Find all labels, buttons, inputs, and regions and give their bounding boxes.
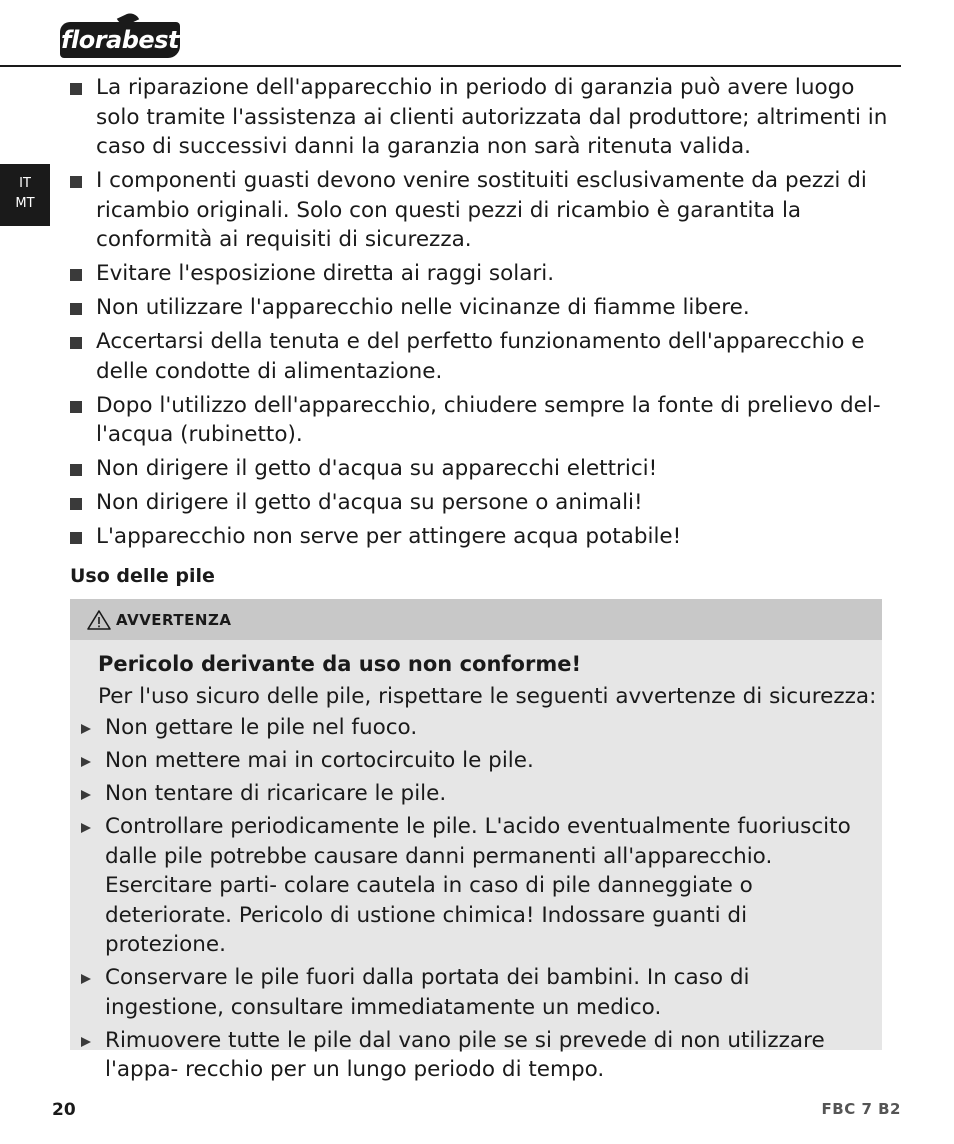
language-code-mt: MT (15, 196, 35, 211)
list-item (70, 963, 882, 1022)
list-item (70, 327, 888, 386)
bullet-text: Dopo l'utilizzo dell'apparecchio, chiudere sempre la fonte di prelievo del- l'acqua (rubinetto). (96, 392, 881, 447)
square-bullet-icon (70, 303, 82, 315)
bullet-text: Non dirigere il getto d'acqua su apparecchi elettrici! (96, 456, 658, 481)
warning-item-text: Non tentare di ricaricare le pile. (105, 781, 447, 806)
bullet-text: La riparazione dell'apparecchio in periodo di garanzia può avere luogo solo tramite l'assistenza ai clienti autorizzata dal produttore; altrimenti in caso di successivi danni la garanzia non sarà ritenuta valida. (96, 75, 888, 159)
section-heading: Uso delle pile (70, 564, 215, 587)
bullet-text: Accertarsi della tenuta e del perfetto funzionamento dell'apparecchio e delle condotte di alimentazione. (96, 329, 865, 384)
warning-box (70, 599, 882, 1082)
safety-bullet-list (70, 73, 888, 552)
brand-logo: florabest (60, 22, 180, 58)
square-bullet-icon (70, 498, 82, 510)
bullet-text: Evitare l'esposizione diretta ai raggi solari. (96, 261, 555, 286)
warning-label: AVVERTENZA (116, 610, 232, 629)
list-item (70, 293, 888, 323)
square-bullet-icon (70, 401, 82, 413)
list-item (70, 522, 888, 552)
warning-title: Pericolo derivante da uso non conforme! (98, 652, 582, 676)
bullet-text: L'apparecchio non serve per attingere acqua potabile! (96, 524, 682, 549)
list-item (70, 1026, 882, 1085)
list-item (70, 488, 888, 518)
header-divider (0, 65, 901, 67)
list-item (70, 454, 888, 484)
warning-header (70, 599, 882, 640)
warning-intro: Per l'uso sicuro delle pile, rispettare le seguenti avvertenze di sicurezza: (98, 684, 877, 709)
arrow-bullet-icon (81, 974, 91, 984)
arrow-bullet-icon (81, 724, 91, 734)
bullet-text: Non dirigere il getto d'acqua su persone o animali! (96, 490, 643, 515)
square-bullet-icon (70, 464, 82, 476)
warning-item-text: Non mettere mai in cortocircuito le pile. (105, 748, 534, 773)
bullet-text: I componenti guasti devono venire sostituiti esclusivamente da pezzi di ricambio originali. Solo con questi pezzi di ricambio è garantita la conformità ai requisiti di sicurezza. (96, 168, 867, 252)
warning-item-text: Rimuovere tutte le pile dal vano pile se si prevede di non utilizzare l'appa- recchio per un lungo periodo di tempo. (105, 1027, 825, 1082)
list-item (70, 166, 888, 255)
arrow-bullet-icon (81, 823, 91, 833)
arrow-bullet-icon (81, 757, 91, 767)
square-bullet-icon (70, 83, 82, 95)
square-bullet-icon (70, 532, 82, 544)
arrow-bullet-icon (81, 790, 91, 800)
list-item (70, 391, 888, 450)
warning-triangle-icon (86, 609, 112, 631)
list-item (70, 73, 888, 162)
model-number: FBC 7 B2 (821, 1100, 901, 1118)
list-item (70, 746, 882, 776)
square-bullet-icon (70, 176, 82, 188)
list-item (70, 779, 882, 809)
warning-item-list (70, 713, 882, 1085)
list-item (70, 812, 882, 960)
page-number: 20 (52, 1100, 76, 1120)
warning-item-text: Controllare periodicamente le pile. L'acido eventualmente fuoriuscito dalle pile potrebbe causare danni permanenti all'apparecchio. Esercitare parti- colare cautela in caso di pile danneggiate o deteriorate. Pericolo di ustione chimica! Indossare guanti di protezione. (105, 814, 851, 957)
language-code-it: IT (19, 176, 31, 191)
bullet-text: Non utilizzare l'apparecchio nelle vicinanze di fiamme libere. (96, 295, 750, 320)
main-content (70, 73, 888, 590)
arrow-bullet-icon (81, 1037, 91, 1047)
warning-item-text: Non gettare le pile nel fuoco. (105, 715, 418, 740)
square-bullet-icon (70, 269, 82, 281)
warning-item-text: Conservare le pile fuori dalla portata dei bambini. In caso di ingestione, consultare immediatamente un medico. (105, 965, 750, 1020)
language-tab (0, 164, 50, 226)
square-bullet-icon (70, 337, 82, 349)
list-item (70, 713, 882, 743)
list-item (70, 259, 888, 289)
